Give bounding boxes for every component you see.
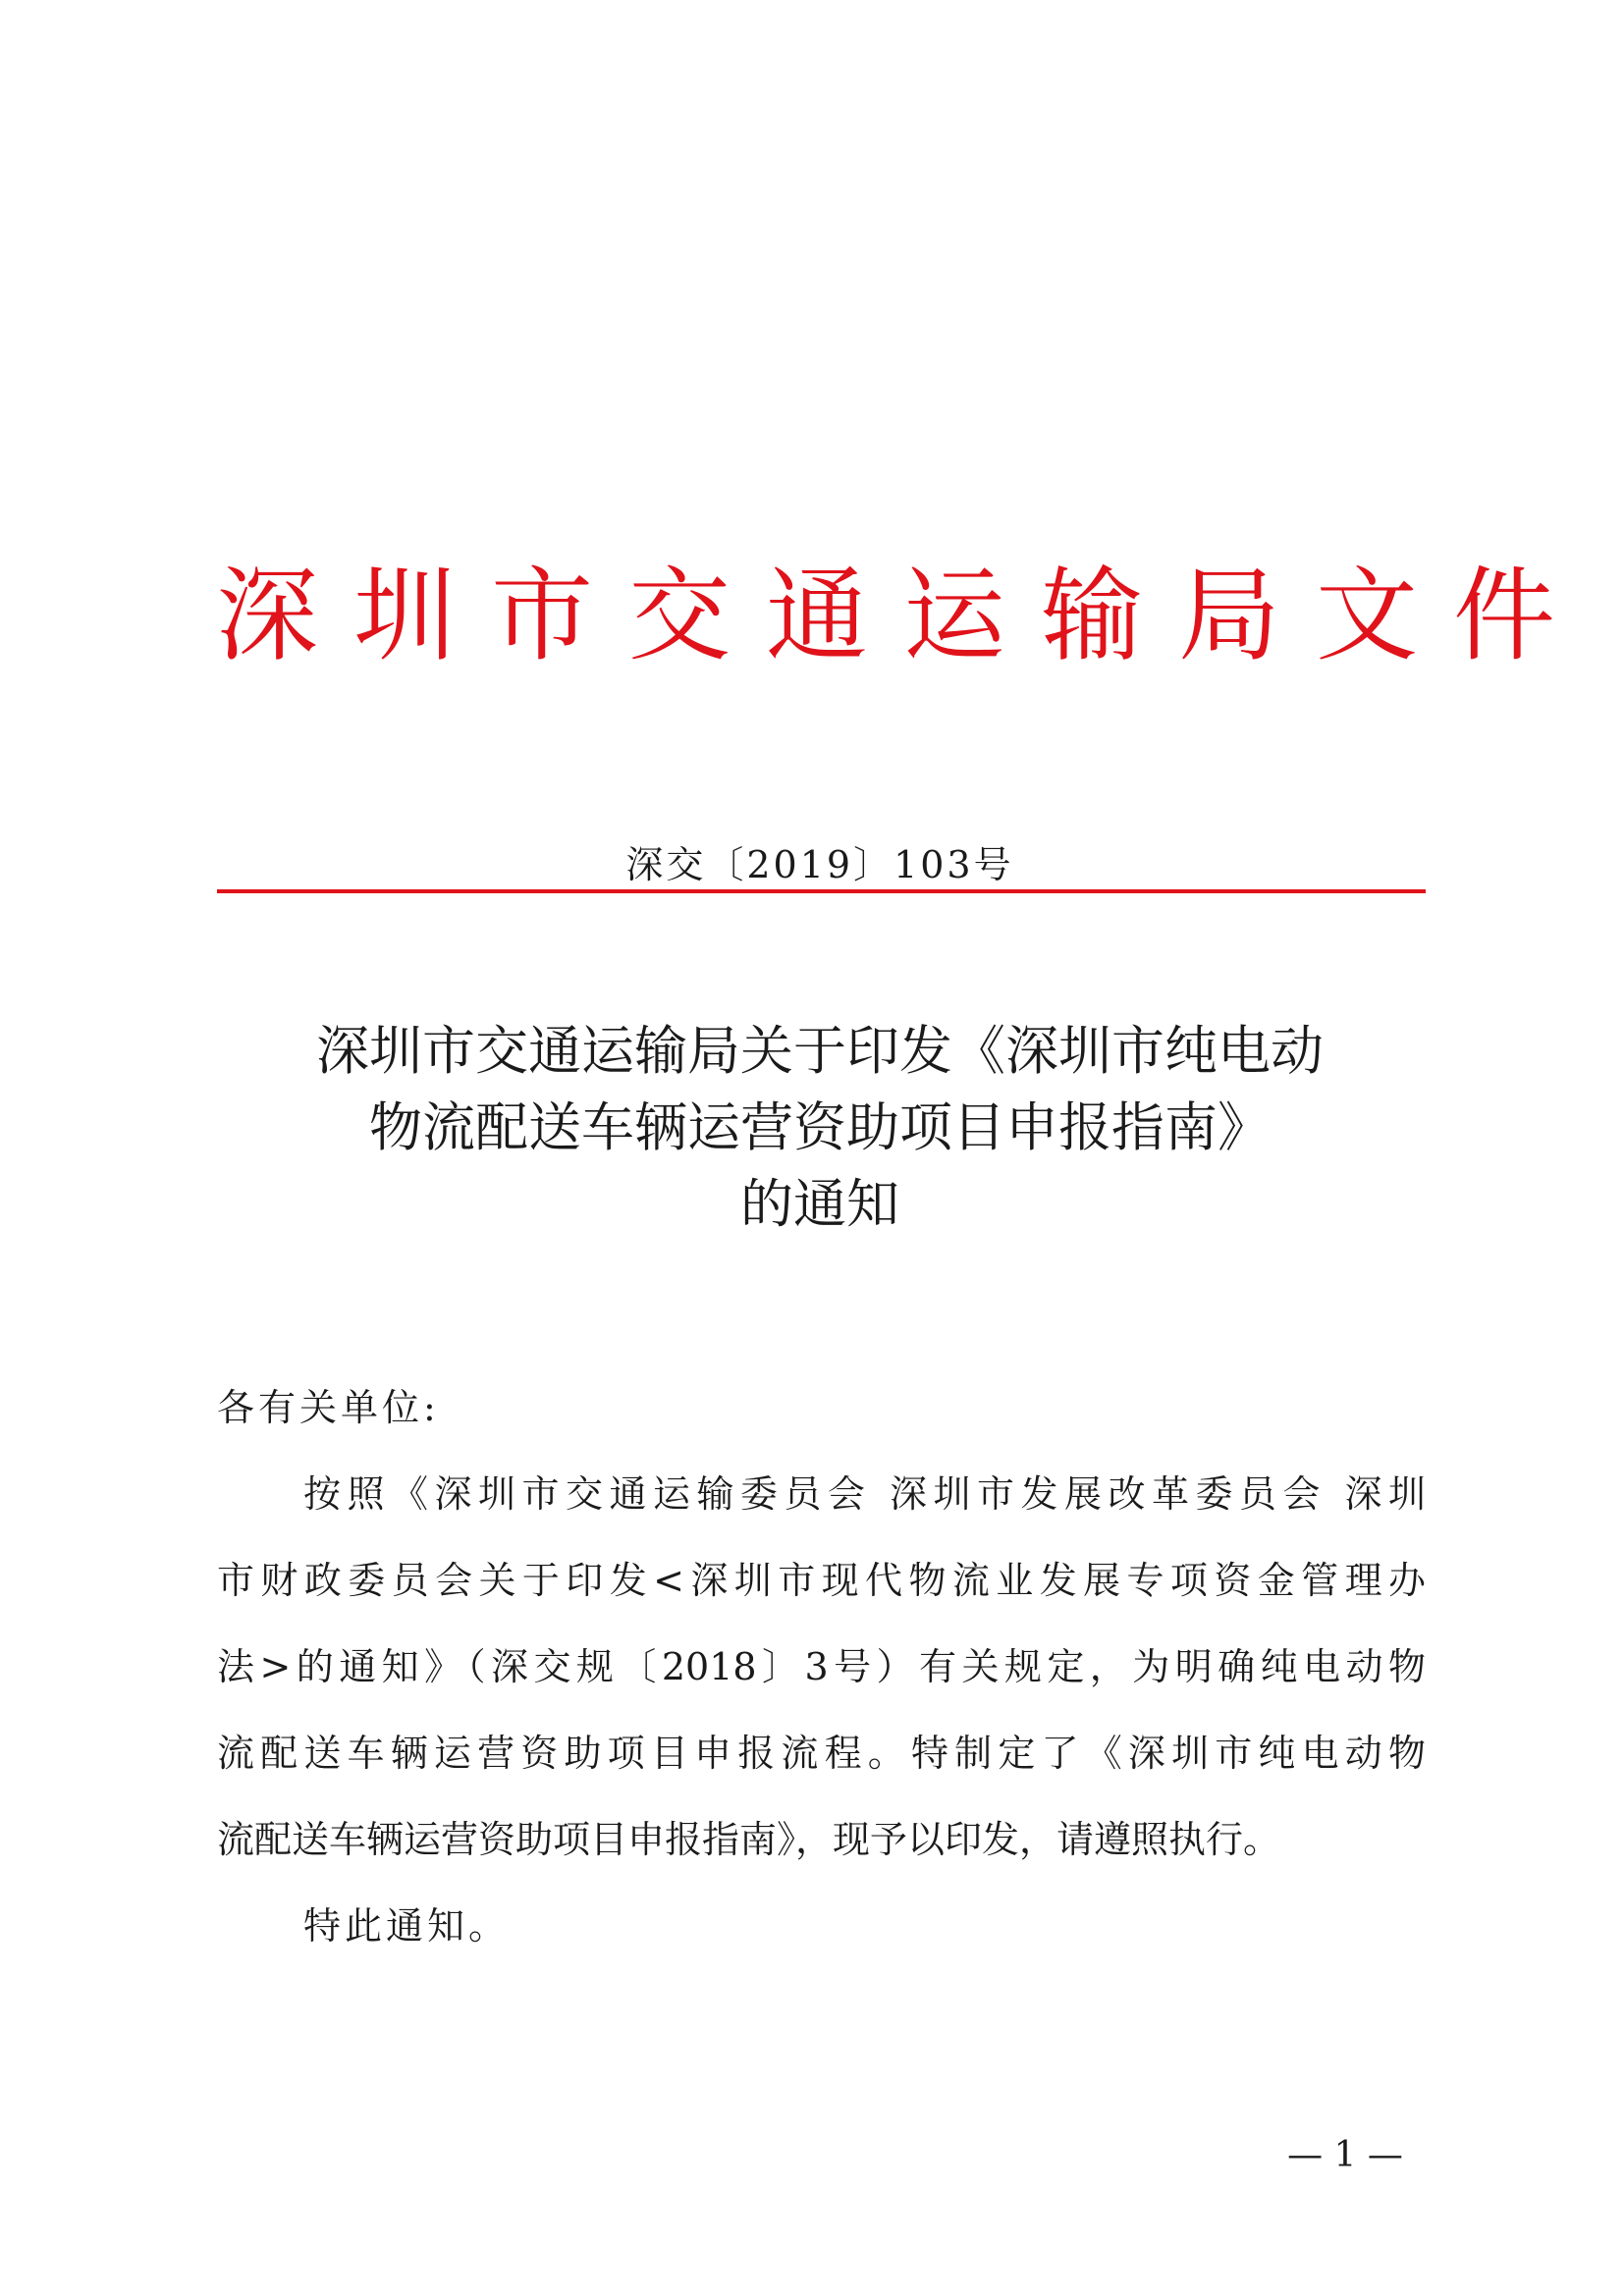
paragraph-line: 法>的通知》（深交规〔2018〕3号）有关规定，为明确纯电动物 xyxy=(217,1645,1426,1688)
document-body xyxy=(217,1364,1426,1969)
document-number: 深交〔2019〕103号 xyxy=(625,843,1014,886)
salutation: 各有关单位: xyxy=(217,1386,440,1429)
issuing-authority-header: 深圳市交通运输局文件 xyxy=(216,556,1592,675)
paragraph-line: 流配送车辆运营资助项目申报指南》，现予以印发，请遵照执行。 xyxy=(217,1818,1281,1861)
document-title xyxy=(216,1013,1424,1243)
red-divider-line xyxy=(217,889,1426,893)
paragraph-line: 按照《深圳市交通运输委员会 深圳市发展改革委员会 深圳 xyxy=(303,1472,1426,1516)
paragraph-line: 流配送车辆运营资助项目申报流程。特制定了《深圳市纯电动物 xyxy=(217,1732,1426,1775)
closing-statement: 特此通知。 xyxy=(303,1904,511,1948)
title-line: 深圳市交通运输局关于印发《深圳市纯电动 xyxy=(316,1020,1324,1082)
body-paragraph xyxy=(217,1451,1426,1883)
page-number: — 1 — xyxy=(1287,2135,1403,2175)
title-line: 物流配送车辆运营资助项目申报指南》 xyxy=(369,1096,1271,1158)
title-line: 的通知 xyxy=(740,1173,899,1235)
paragraph-line: 市财政委员会关于印发<深圳市现代物流业发展专项资金管理办 xyxy=(217,1559,1426,1602)
